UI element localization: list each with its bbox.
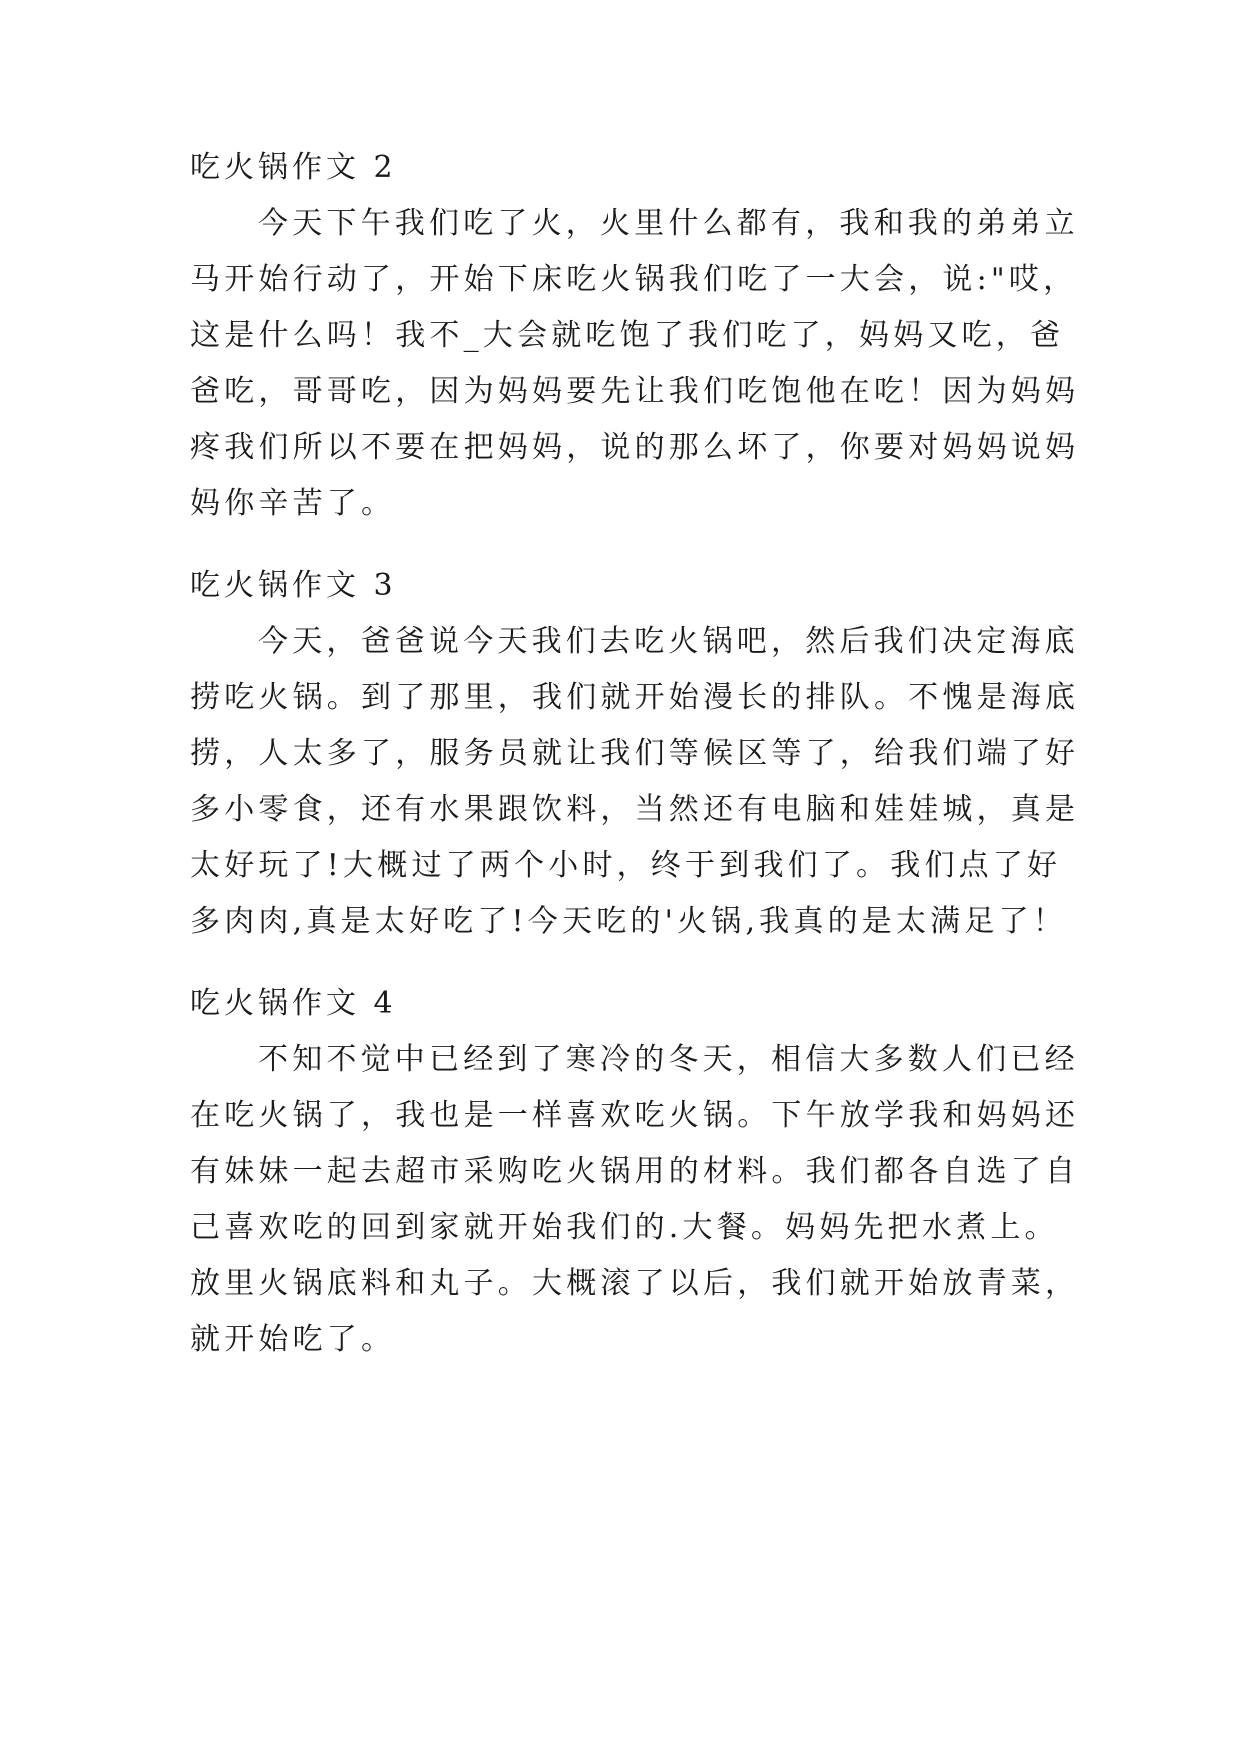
section-paragraph (190, 1032, 1080, 1368)
paragraph-line: 这是什么吗！我不_大会就吃饱了我们吃了，妈妈又吃，爸 (190, 318, 1065, 353)
paragraph-line: 不知不觉中已经到了寒冷的冬天，相信大多数人们已经 (258, 1042, 1079, 1077)
paragraph-line: 多肉肉,真是太好吃了!今天吃的'火锅,我真的是太满足了！ (190, 904, 1067, 939)
paragraph-line: 放里火锅底料和丸子。大概滚了以后，我们就开始放青菜， (190, 1266, 1080, 1301)
paragraph-line: 多小零食，还有水果跟饮料，当然还有电脑和娃娃城，真是 (190, 792, 1080, 827)
paragraph-line: 太好玩了!大概过了两个小时，终于到我们了。我们点了好 (190, 848, 1062, 883)
section-heading: 吃火锅作文 3 (190, 568, 397, 603)
section-heading: 吃火锅作文 2 (190, 150, 397, 185)
paragraph-line: 妈你辛苦了。 (190, 486, 396, 521)
essay-section-3 (190, 566, 1080, 950)
paragraph-line: 今天，爸爸说今天我们去吃火锅吧，然后我们决定海底 (258, 624, 1079, 659)
section-paragraph (190, 196, 1080, 532)
section-paragraph (190, 614, 1080, 950)
paragraph-line: 捞吃火锅。到了那里，我们就开始漫长的排队。不愧是海底 (190, 680, 1080, 715)
paragraph-line: 在吃火锅了，我也是一样喜欢吃火锅。下午放学我和妈妈还 (190, 1098, 1080, 1133)
paragraph-line: 就开始吃了。 (190, 1322, 396, 1357)
paragraph-line: 捞，人太多了，服务员就让我们等候区等了，给我们端了好 (190, 736, 1080, 771)
section-heading: 吃火锅作文 4 (190, 986, 397, 1021)
paragraph-line: 马开始行动了，开始下床吃火锅我们吃了一大会，说:"哎， (190, 262, 1078, 297)
paragraph-line: 今天下午我们吃了火，火里什么都有，我和我的弟弟立 (258, 206, 1079, 241)
essay-section-2 (190, 148, 1080, 532)
essay-section-4 (190, 984, 1080, 1368)
paragraph-line: 有妹妹一起去超市采购吃火锅用的材料。我们都各自选了自 (190, 1154, 1080, 1189)
paragraph-line: 疼我们所以不要在把妈妈，说的那么坏了，你要对妈妈说妈 (190, 430, 1080, 465)
paragraph-line: 爸吃，哥哥吃，因为妈妈要先让我们吃饱他在吃！因为妈妈 (190, 374, 1080, 409)
paragraph-line: 己喜欢吃的回到家就开始我们的.大餐。妈妈先把水煮上。 (190, 1210, 1059, 1245)
